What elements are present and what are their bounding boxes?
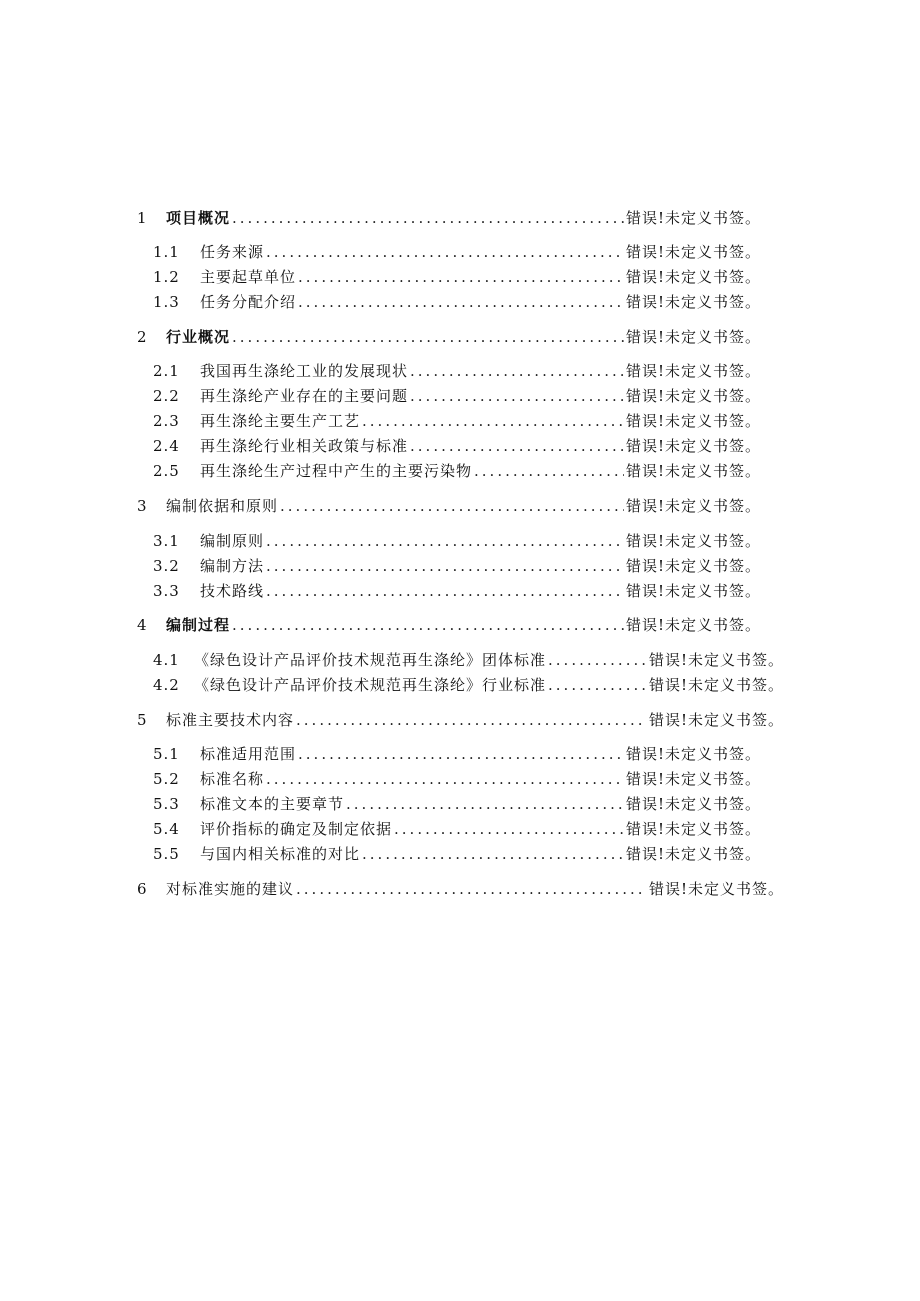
toc-entry-title: 再生涤纶生产过程中产生的主要污染物 [200, 462, 473, 480]
toc-entry-number: 2.5 [153, 462, 180, 480]
toc-leader-dots [266, 240, 624, 264]
toc-entry-title: 编制方法 [200, 557, 265, 575]
toc-entry-title: 再生涤纶产业存在的主要问题 [200, 387, 409, 405]
toc-entry-2-3[interactable] [153, 409, 761, 433]
toc-entry-number: 5.4 [153, 820, 180, 838]
toc-entry-page: 错误!未定义书签。 [648, 676, 784, 694]
toc-entry-page: 错误!未定义书签。 [625, 616, 761, 634]
toc-leader-dots [266, 579, 624, 603]
toc-entry-5-5[interactable] [153, 842, 761, 866]
toc-entry-number: 5.1 [153, 745, 180, 763]
toc-entry-number: 3 [137, 497, 148, 515]
toc-entry-title: 编制过程 [166, 616, 231, 634]
toc-entry-page: 错误!未定义书签。 [625, 745, 761, 763]
toc-leader-dots [548, 673, 647, 697]
toc-entry-page: 错误!未定义书签。 [625, 293, 761, 311]
toc-entry-5[interactable] [137, 708, 784, 732]
toc-entry-title: 再生涤纶主要生产工艺 [200, 412, 361, 430]
toc-entry-4[interactable] [137, 613, 761, 637]
toc-entry-page: 错误!未定义书签。 [625, 795, 761, 813]
toc-leader-dots [298, 265, 624, 289]
toc-leader-dots [296, 708, 647, 732]
toc-entry-title: 对标准实施的建议 [166, 880, 295, 898]
toc-entry-number: 2.2 [153, 387, 180, 405]
toc-entry-1-1[interactable] [153, 240, 761, 264]
toc-entry-number: 5 [137, 711, 148, 729]
toc-entry-title: 标准适用范围 [200, 745, 297, 763]
toc-entry-page: 错误!未定义书签。 [625, 243, 761, 261]
toc-entry-3-3[interactable] [153, 579, 761, 603]
toc-entry-page: 错误!未定义书签。 [625, 582, 761, 600]
toc-entry-page: 错误!未定义书签。 [625, 362, 761, 380]
toc-entry-5-4[interactable] [153, 817, 761, 841]
toc-entry-title: 任务来源 [200, 243, 265, 261]
toc-entry-1-2[interactable] [153, 265, 761, 289]
toc-entry-number: 4 [137, 616, 148, 634]
toc-entry-page: 错误!未定义书签。 [648, 651, 784, 669]
toc-leader-dots [232, 325, 624, 349]
toc-entry-1[interactable] [137, 206, 761, 230]
toc-entry-page: 错误!未定义书签。 [625, 412, 761, 430]
toc-entry-page: 错误!未定义书签。 [625, 268, 761, 286]
toc-entry-2[interactable] [137, 325, 761, 349]
toc-leader-dots [232, 613, 624, 637]
toc-entry-page: 错误!未定义书签。 [625, 328, 761, 346]
toc-entry-title: 行业概况 [166, 328, 231, 346]
toc-entry-2-1[interactable] [153, 359, 761, 383]
toc-entry-page: 错误!未定义书签。 [625, 462, 761, 480]
toc-entry-title: 主要起草单位 [200, 268, 297, 286]
toc-entry-number: 1.3 [153, 293, 180, 311]
toc-leader-dots [474, 459, 624, 483]
toc-entry-page: 错误!未定义书签。 [625, 497, 761, 515]
toc-entry-title: 标准主要技术内容 [166, 711, 295, 729]
toc-entry-5-2[interactable] [153, 767, 761, 791]
toc-entry-page: 错误!未定义书签。 [648, 711, 784, 729]
toc-entry-4-2[interactable] [153, 673, 784, 697]
toc-entry-title: 标准名称 [200, 770, 265, 788]
toc-leader-dots [362, 842, 624, 866]
toc-leader-dots [280, 494, 624, 518]
toc-leader-dots [266, 554, 624, 578]
toc-leader-dots [298, 290, 624, 314]
toc-entry-page: 错误!未定义书签。 [625, 770, 761, 788]
toc-entry-page: 错误!未定义书签。 [625, 209, 761, 227]
toc-leader-dots [394, 817, 624, 841]
toc-leader-dots [410, 359, 624, 383]
toc-entry-page: 错误!未定义书签。 [625, 532, 761, 550]
toc-leader-dots [232, 206, 624, 230]
toc-entry-page: 错误!未定义书签。 [625, 437, 761, 455]
toc-entry-title: 编制依据和原则 [166, 497, 279, 515]
toc-entry-number: 2.3 [153, 412, 180, 430]
toc-entry-5-1[interactable] [153, 742, 761, 766]
toc-entry-title: 编制原则 [200, 532, 265, 550]
toc-entry-title: 项目概况 [166, 209, 231, 227]
toc-entry-page: 错误!未定义书签。 [625, 820, 761, 838]
toc-entry-1-3[interactable] [153, 290, 761, 314]
toc-entry-title: 再生涤纶行业相关政策与标准 [200, 437, 409, 455]
toc-entry-3-1[interactable] [153, 529, 761, 553]
toc-entry-title: 我国再生涤纶工业的发展现状 [200, 362, 409, 380]
toc-entry-number: 2.4 [153, 437, 180, 455]
toc-entry-number: 4.1 [153, 651, 180, 669]
toc-entry-number: 3.3 [153, 582, 180, 600]
toc-entry-number: 5.3 [153, 795, 180, 813]
toc-leader-dots [410, 384, 624, 408]
toc-entry-page: 错误!未定义书签。 [625, 387, 761, 405]
toc-entry-4-1[interactable] [153, 648, 784, 672]
toc-leader-dots [266, 767, 624, 791]
toc-leader-dots [548, 648, 647, 672]
toc-leader-dots [296, 877, 647, 901]
toc-entry-2-4[interactable] [153, 434, 761, 458]
toc-entry-title: 《绿色设计产品评价技术规范再生涤纶》团体标准 [194, 651, 547, 669]
toc-entry-2-5[interactable] [153, 459, 761, 483]
toc-entry-title: 评价指标的确定及制定依据 [200, 820, 393, 838]
toc-leader-dots [362, 409, 624, 433]
toc-entry-title: 技术路线 [200, 582, 265, 600]
toc-entry-page: 错误!未定义书签。 [648, 880, 784, 898]
toc-entry-title: 与国内相关标准的对比 [200, 845, 361, 863]
toc-entry-number: 3.1 [153, 532, 180, 550]
toc-entry-number: 5.5 [153, 845, 180, 863]
toc-entry-number: 2 [137, 328, 148, 346]
toc-entry-page: 错误!未定义书签。 [625, 557, 761, 575]
toc-entry-number: 4.2 [153, 676, 180, 694]
toc-leader-dots [266, 529, 624, 553]
toc-entry-number: 1 [137, 209, 148, 227]
toc-entry-number: 2.1 [153, 362, 180, 380]
toc-entry-title: 任务分配介绍 [200, 293, 297, 311]
toc-entry-title: 《绿色设计产品评价技术规范再生涤纶》行业标准 [194, 676, 547, 694]
toc-entry-5-3[interactable] [153, 792, 761, 816]
toc-entry-3[interactable] [137, 494, 761, 518]
toc-entry-3-2[interactable] [153, 554, 761, 578]
toc-entry-6[interactable] [137, 877, 784, 901]
toc-entry-number: 6 [137, 880, 148, 898]
toc-entry-title: 标准文本的主要章节 [200, 795, 345, 813]
toc-leader-dots [410, 434, 624, 458]
toc-leader-dots [298, 742, 624, 766]
toc-entry-number: 3.2 [153, 557, 180, 575]
toc-entry-2-2[interactable] [153, 384, 761, 408]
toc-entry-number: 1.2 [153, 268, 180, 286]
toc-entry-number: 5.2 [153, 770, 180, 788]
toc-entry-page: 错误!未定义书签。 [625, 845, 761, 863]
toc-entry-number: 1.1 [153, 243, 180, 261]
toc-leader-dots [346, 792, 624, 816]
